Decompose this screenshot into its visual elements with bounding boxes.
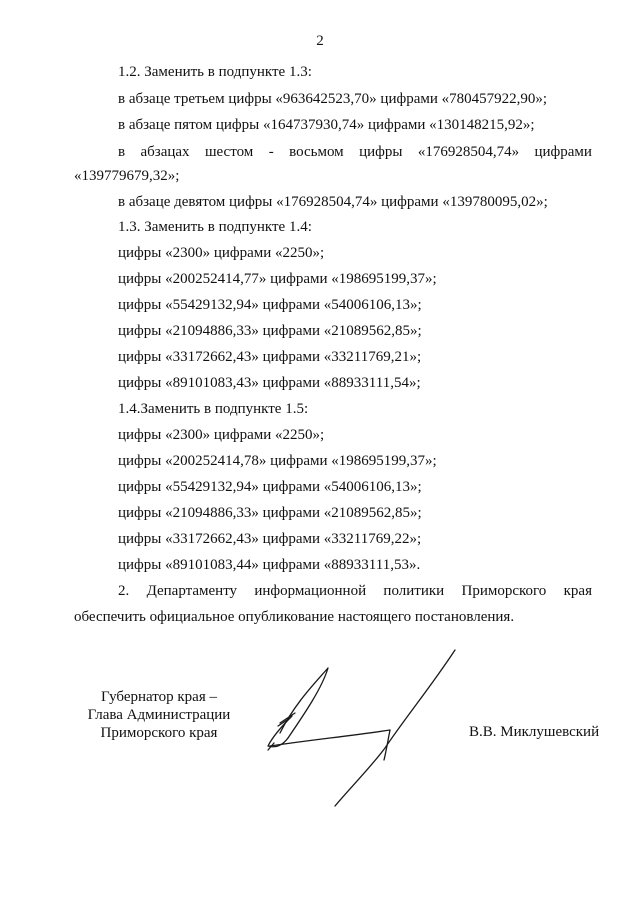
word: абзацах [140,144,190,160]
section-1-4-item: цифры «2300» цифрами «2250»; [118,427,325,443]
section-1-4-item: цифры «200252414,78» цифрами «198695199,37»; [118,453,437,469]
page-number: 2 [316,33,324,49]
section-1-2-heading: 1.2. Заменить в подпункте 1.3: [118,64,312,80]
word: политики [383,583,445,599]
word: «176928504,74» [417,144,520,160]
section-1-3-item: цифры «21094886,33» цифрами «21089562,85»; [118,323,422,339]
section-1-2-line-3-cont: «139779679,32»; [74,168,180,184]
section-1-2-line-2: в абзаце пятом цифры «164737930,74» цифрами «130148215,92»; [118,117,535,133]
word: Приморского [461,583,547,599]
section-1-2-line-1: в абзаце третьем цифры «963642523,70» цифрами «780457922,90»; [118,91,548,107]
signer-title-line: Приморского края [100,725,218,741]
section-1-2-line-4: в абзаце девятом цифры «176928504,74» цифрами «139780095,02»; [118,194,548,210]
section-2-line-1 [118,582,592,600]
word: цифрами [534,144,592,160]
section-1-3-item: цифры «200252414,77» цифрами «198695199,37»; [118,271,437,287]
section-1-2-line-3 [118,143,592,161]
section-1-3-item: цифры «33172662,43» цифрами «33211769,21»; [118,349,422,365]
section-1-3-item: цифры «2300» цифрами «2250»; [118,245,325,261]
word: края [563,583,592,599]
word: в [118,144,126,160]
word: информационной [254,583,367,599]
signer-title-line: Глава Администрации [87,707,231,723]
word: Департаменту [146,583,238,599]
word: - [268,144,274,160]
handwritten-signature [250,648,470,818]
signer-title-line: Губернатор края – [101,689,217,705]
word: шестом [204,144,254,160]
section-1-3-item: цифры «55429132,94» цифрами «54006106,13»; [118,297,422,313]
word: цифры [359,144,403,160]
word: 2. [118,583,130,599]
section-1-4-item: цифры «89101083,44» цифрами «88933111,53». [118,557,421,573]
section-1-3-heading: 1.3. Заменить в подпункте 1.4: [118,219,312,235]
signer-name: В.В. Миклушевский [469,724,600,740]
section-1-4-item: цифры «33172662,43» цифрами «33211769,22»; [118,531,422,547]
word: восьмом [289,144,344,160]
section-1-4-item: цифры «21094886,33» цифрами «21089562,85»; [118,505,422,521]
section-1-4-heading: 1.4.Заменить в подпункте 1.5: [118,401,309,417]
signer-title [78,688,240,742]
section-2-line-2: обеспечить официальное опубликование настоящего постановления. [74,609,515,625]
section-1-4-item: цифры «55429132,94» цифрами «54006106,13»; [118,479,422,495]
section-1-3-item: цифры «89101083,43» цифрами «88933111,54»; [118,375,421,391]
